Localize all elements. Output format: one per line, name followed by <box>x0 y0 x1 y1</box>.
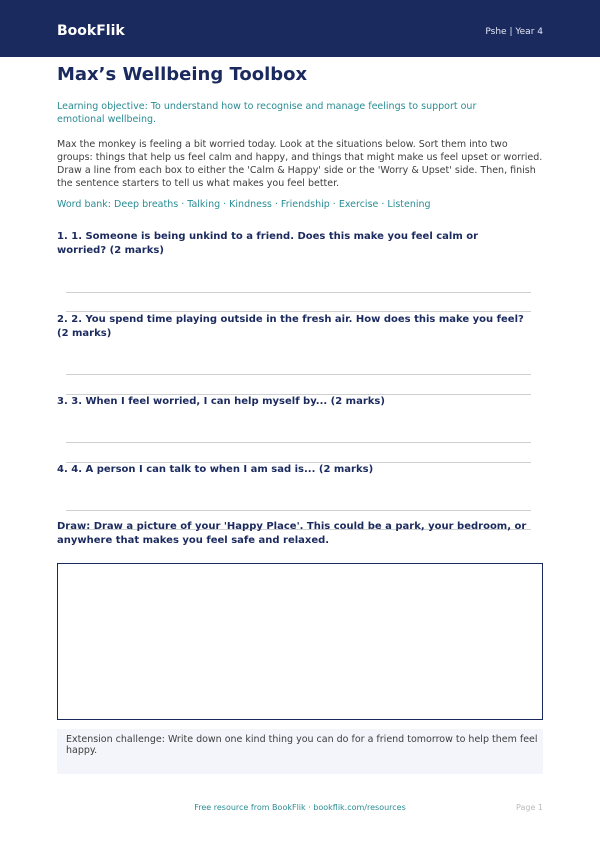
learning-objective: Learning objective: To understand how to recognise and manage feelings to support our emotional wellbeing. <box>57 101 477 125</box>
footer-text: Free resource from BookFlik · bookflik.com/resources <box>194 803 406 812</box>
draw-prompt: Draw: Draw a picture of your 'Happy Place'. This could be a park, your bedroom, or anywhere that makes you feel safe and relaxed. <box>57 521 527 546</box>
extension-text: Extension challenge: Write down one kind thing you can do for a friend tomorrow to help them feel happy. <box>66 734 538 756</box>
page-number: Page 1 <box>516 803 543 812</box>
question-2: 2. 2. You spend time playing outside in the fresh air. How does this make you feel? (2 marks) <box>57 314 524 339</box>
instructions: Max the monkey is feeling a bit worried today. Look at the situations below. Sort them into two groups: things that help us feel calm and happy, and things that might make us feel upset or worried. Draw a line from each box to either the 'Calm & Happy' side or the 'Worry & Upset' side. Then, finish the sentence starters to tell us what makes you feel better. <box>57 139 543 189</box>
answer-line[interactable] <box>66 442 531 443</box>
word-bank: Word bank: Deep breaths · Talking · Kindness · Friendship · Exercise · Listening <box>57 199 431 210</box>
subject-year: Pshe | Year 4 <box>485 27 543 37</box>
answer-line[interactable] <box>66 374 531 375</box>
question-1: 1. 1. Someone is being unkind to a friend. Does this make you feel calm or worried? (2 marks) <box>57 231 479 256</box>
question-3: 3. 3. When I feel worried, I can help myself by... (2 marks) <box>57 396 385 407</box>
page-title: Max’s Wellbeing Toolbox <box>57 64 308 85</box>
drawing-area[interactable] <box>57 563 543 720</box>
answer-line[interactable] <box>66 510 531 511</box>
answer-line[interactable] <box>66 311 531 312</box>
extension-box <box>57 729 543 774</box>
header-bar <box>0 0 600 57</box>
brand-name: BookFlik <box>57 23 125 39</box>
answer-line[interactable] <box>66 292 531 293</box>
question-4: 4. 4. A person I can talk to when I am sad is... (2 marks) <box>57 464 374 475</box>
